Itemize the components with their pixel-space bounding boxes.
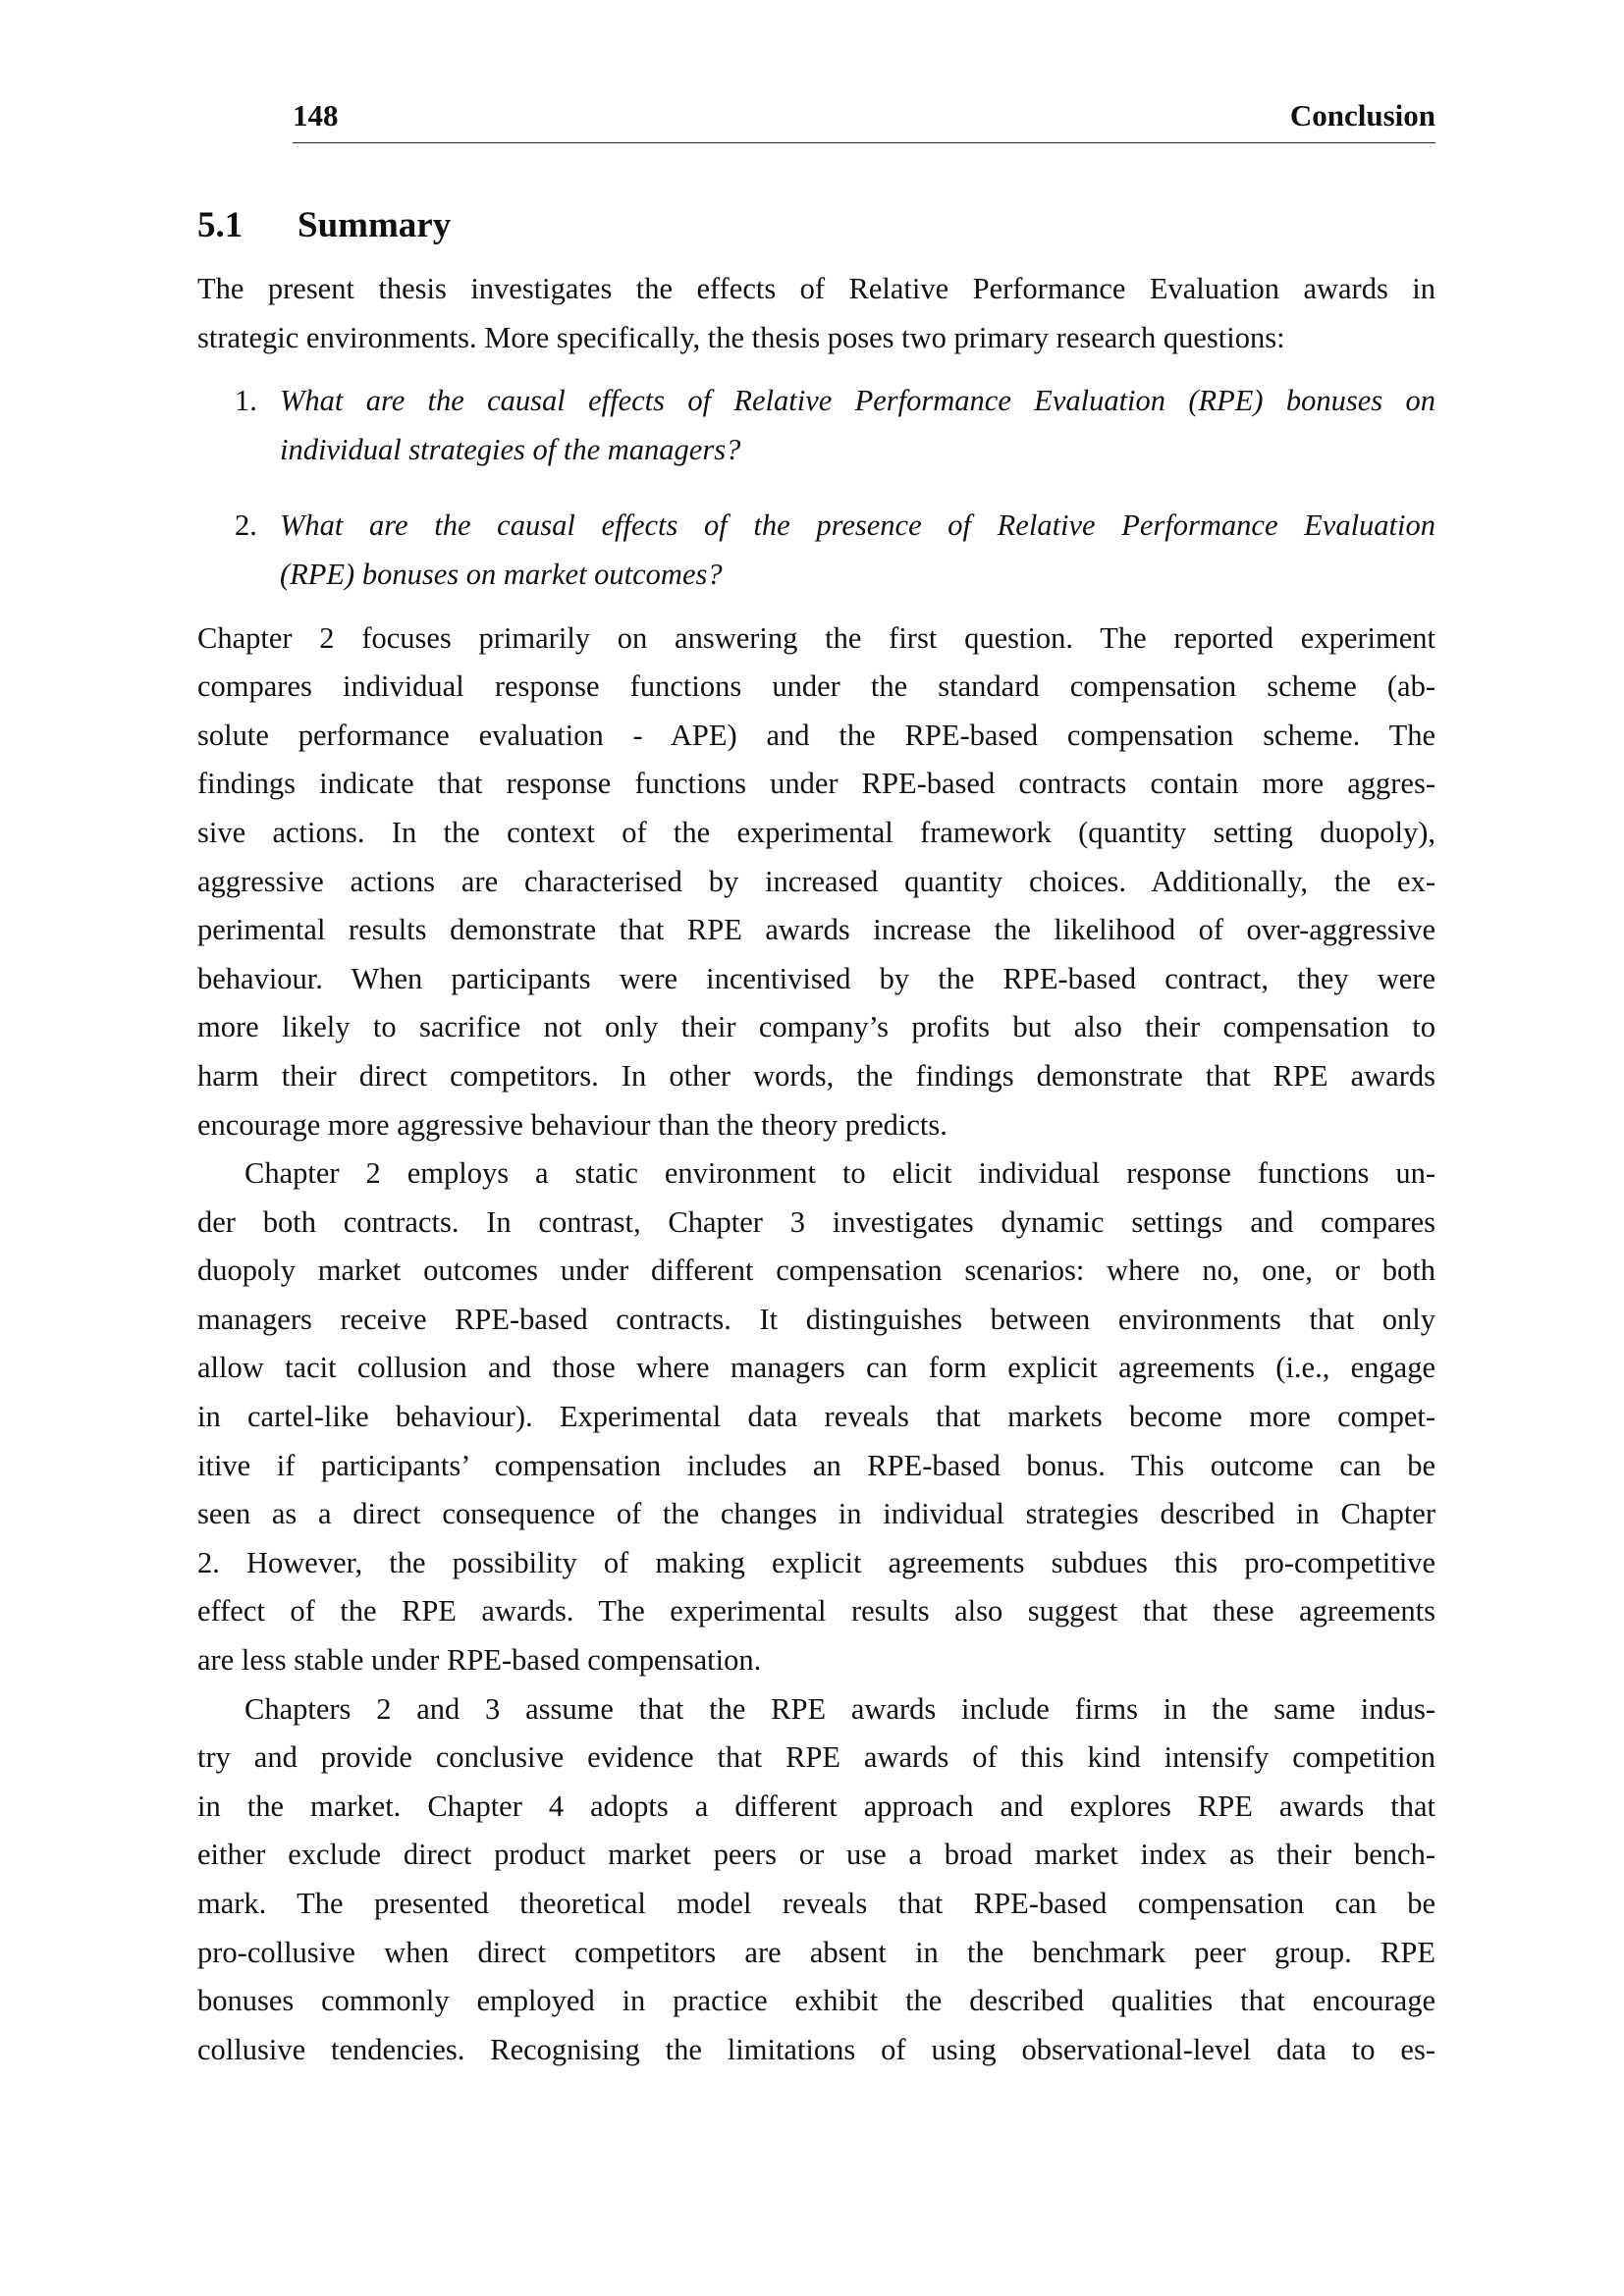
running-header <box>293 98 1435 137</box>
text-line: aggressive actions are characterised by increased quantity choices. Additionally, the ex- <box>197 864 1435 898</box>
text-line: either exclude direct product market peers or use a broad market index as their bench- <box>197 1838 1435 1872</box>
text-line: (RPE) bonuses on market outcomes? <box>280 557 723 591</box>
text-line: allow tacit collusion and those where managers can form explicit agreements (i.e., engage <box>197 1351 1435 1385</box>
text-line: encourage more aggressive behaviour than the theory predicts. <box>197 1107 947 1142</box>
header-rule <box>293 142 1435 143</box>
text-line: seen as a direct consequence of the changes in individual strategies described in Chapter <box>197 1497 1435 1531</box>
research-questions-list <box>197 377 1435 599</box>
text-line: behaviour. When participants were incentivised by the RPE-based contract, they were <box>197 961 1435 995</box>
text-line: sive actions. In the context of the experimental framework (quantity setting duopoly), <box>197 815 1435 849</box>
text-line: bonuses commonly employed in practice exhibit the described qualities that encourage <box>197 1984 1435 2018</box>
text-line: perimental results demonstrate that RPE awards increase the likelihood of over-aggressive <box>197 913 1435 947</box>
section-heading <box>197 204 451 246</box>
text-line: in cartel-like behaviour). Experimental data reveals that markets become more compet- <box>197 1400 1435 1434</box>
text-line: in the market. Chapter 4 adopts a different approach and explores RPE awards that <box>197 1789 1435 1823</box>
text-line: managers receive RPE-based contracts. It distinguishes between environments that only <box>197 1302 1435 1336</box>
text-line: itive if participants’ compensation includes an RPE-based bonus. This outcome can be <box>197 1448 1435 1482</box>
text-line: collusive tendencies. Recognising the limitations of using observational-level data to es- <box>197 2032 1435 2066</box>
text-line: solute performance evaluation - APE) and the RPE-based compensation scheme. The <box>197 718 1435 752</box>
intro-paragraph <box>197 265 1435 362</box>
list-marker: 1. <box>235 384 257 418</box>
section-title: Summary <box>298 205 452 245</box>
paragraph-chapter-3 <box>197 1149 1435 1685</box>
text-line: findings indicate that response functions under RPE-based contracts contain more aggres- <box>197 767 1435 801</box>
text-line: compares individual response functions under the standard compensation scheme (ab- <box>197 669 1435 704</box>
text-line: What are the causal effects of the presence of Relative Performance Evaluation <box>280 508 1435 543</box>
text-line: harm their direct competitors. In other words, the findings demonstrate that RPE awards <box>197 1058 1435 1093</box>
text-line: more likely to sacrifice not only their company’s profits but also their compensation to <box>197 1010 1435 1044</box>
text-line: 2. However, the possibility of making explicit agreements subdues this pro-competitive <box>197 1545 1435 1579</box>
text-line: Chapters 2 and 3 assume that the RPE awards include firms in the same indus- <box>244 1691 1435 1726</box>
text-line: pro-collusive when direct competitors are absent in the benchmark peer group. RPE <box>197 1935 1435 1969</box>
text-line: What are the causal effects of Relative Performance Evaluation (RPE) bonuses on <box>280 384 1435 418</box>
text-line: individual strategies of the managers? <box>280 432 741 466</box>
text-line: strategic environments. More specifically, the thesis poses two primary research questions: <box>197 320 1285 354</box>
text-line: try and provide conclusive evidence that RPE awards of this kind intensify competition <box>197 1740 1435 1775</box>
body-text <box>197 265 1435 2074</box>
text-line: der both contracts. In contrast, Chapter 3 investigates dynamic settings and compares <box>197 1204 1435 1239</box>
text-line: effect of the RPE awards. The experimental results also suggest that these agreements <box>197 1594 1435 1629</box>
section-number: 5.1 <box>197 205 244 245</box>
page-number: 148 <box>293 98 339 133</box>
list-item <box>197 502 1435 599</box>
text-line: Chapter 2 employs a static environment to elicit individual response functions un- <box>244 1156 1435 1191</box>
list-item <box>197 377 1435 474</box>
paragraph-chapter-2 <box>197 614 1435 1150</box>
text-line: mark. The presented theoretical model reveals that RPE-based compensation can be <box>197 1887 1435 1920</box>
list-marker: 2. <box>235 508 257 543</box>
text-line: are less stable under RPE-based compensation. <box>197 1643 762 1678</box>
text-line: Chapter 2 focuses primarily on answering the first question. The reported experiment <box>197 620 1435 655</box>
text-line: The present thesis investigates the effects of Relative Performance Evaluation awards in <box>197 272 1435 305</box>
text-line: duopoly market outcomes under different compensation scenarios: where no, one, or both <box>197 1254 1435 1288</box>
running-chapter-title: Conclusion <box>1289 98 1435 133</box>
paragraph-chapter-4 <box>197 1685 1435 2075</box>
